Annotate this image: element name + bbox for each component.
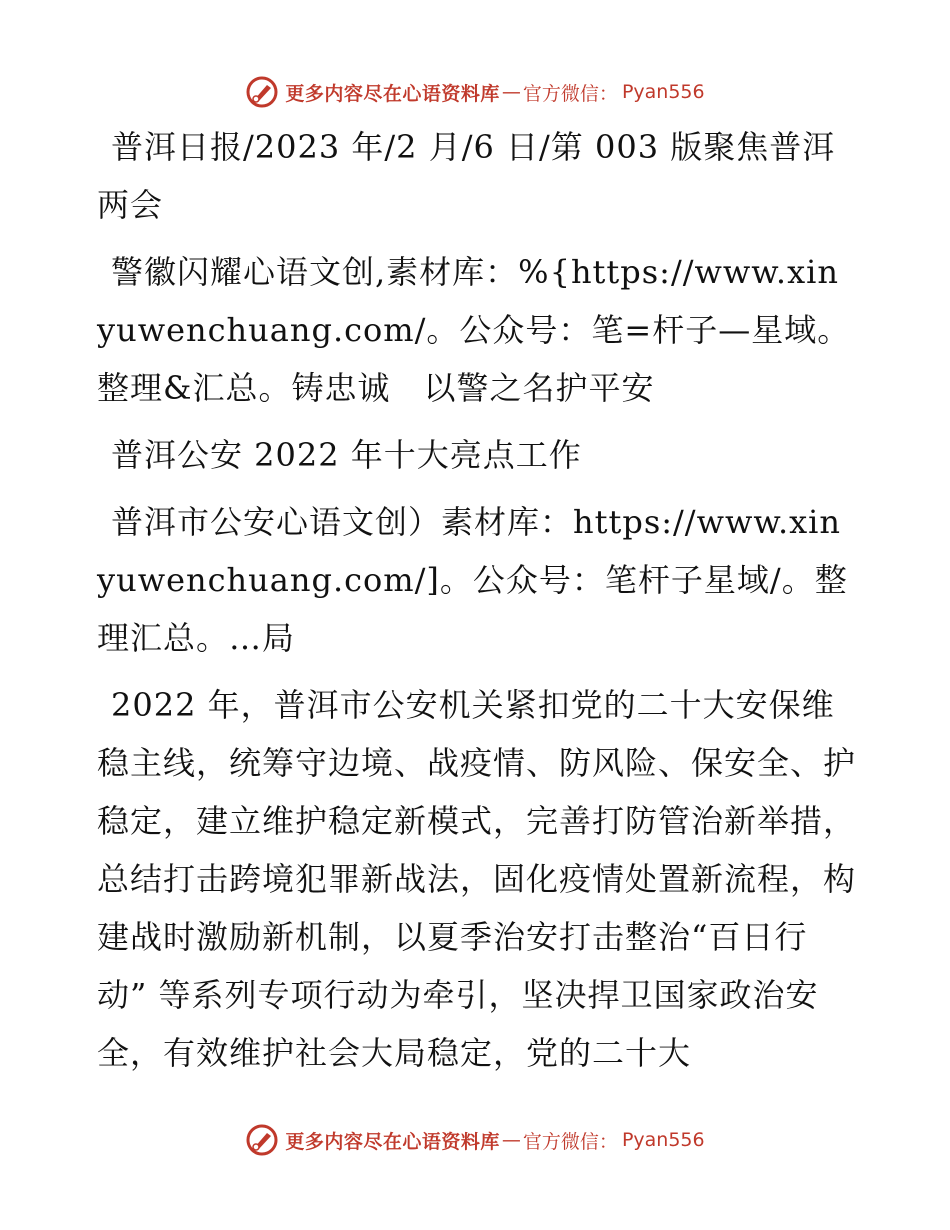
banner-title: 更多内容尽在心语资料库 (285, 1130, 500, 1153)
banner-wechat-label: 官方微信： (522, 82, 618, 105)
brush-logo-icon (245, 1123, 279, 1157)
paragraph: 警徽闪耀心语文创,素材库：%{https://www.xinyuwenchuang.com/。公众号：笔=杆子—星域。整理&汇总。铸忠诚 以警之名护平安 (97, 253, 851, 407)
banner-dash: — (501, 1129, 521, 1151)
paragraph: 普洱日报/2023 年/2 月/6 日/第 003 版聚焦普洱两会 (97, 128, 836, 224)
paragraph: 普洱市公安心语文创）素材库：https://www.xinyuwenchuang.com/]。公众号：笔杆子星域/。整理汇总。…局 (97, 503, 848, 657)
banner-wechat-label: 官方微信： (522, 1130, 618, 1153)
banner-title: 更多内容尽在心语资料库 (285, 82, 500, 105)
document-body (97, 118, 857, 1091)
paragraph: 普洱公安 2022 年十大亮点工作 (111, 436, 582, 474)
header-banner (0, 72, 950, 112)
banner-wechat-id: Pyan556 (621, 81, 705, 103)
banner-wechat-id: Pyan556 (621, 1129, 705, 1151)
paragraph: 2022 年，普洱市公安机关紧扣党的二十大安保维稳主线，统筹守边境、战疫情、防风险、保安全、护稳定，建立维护稳定新模式，完善打防管治新举措，总结打击跨境犯罪新战法，固化疫情处置新流程，构建战时激励新机制，以夏季治安打击整治“百日行动” 等系列专项行动为牵引，坚决捍卫国家政治安全，有效维护社会大局稳定，党的二十大 (97, 686, 857, 1072)
footer-banner (0, 1120, 950, 1160)
banner-dash: — (501, 81, 521, 103)
brush-logo-icon (245, 75, 279, 109)
